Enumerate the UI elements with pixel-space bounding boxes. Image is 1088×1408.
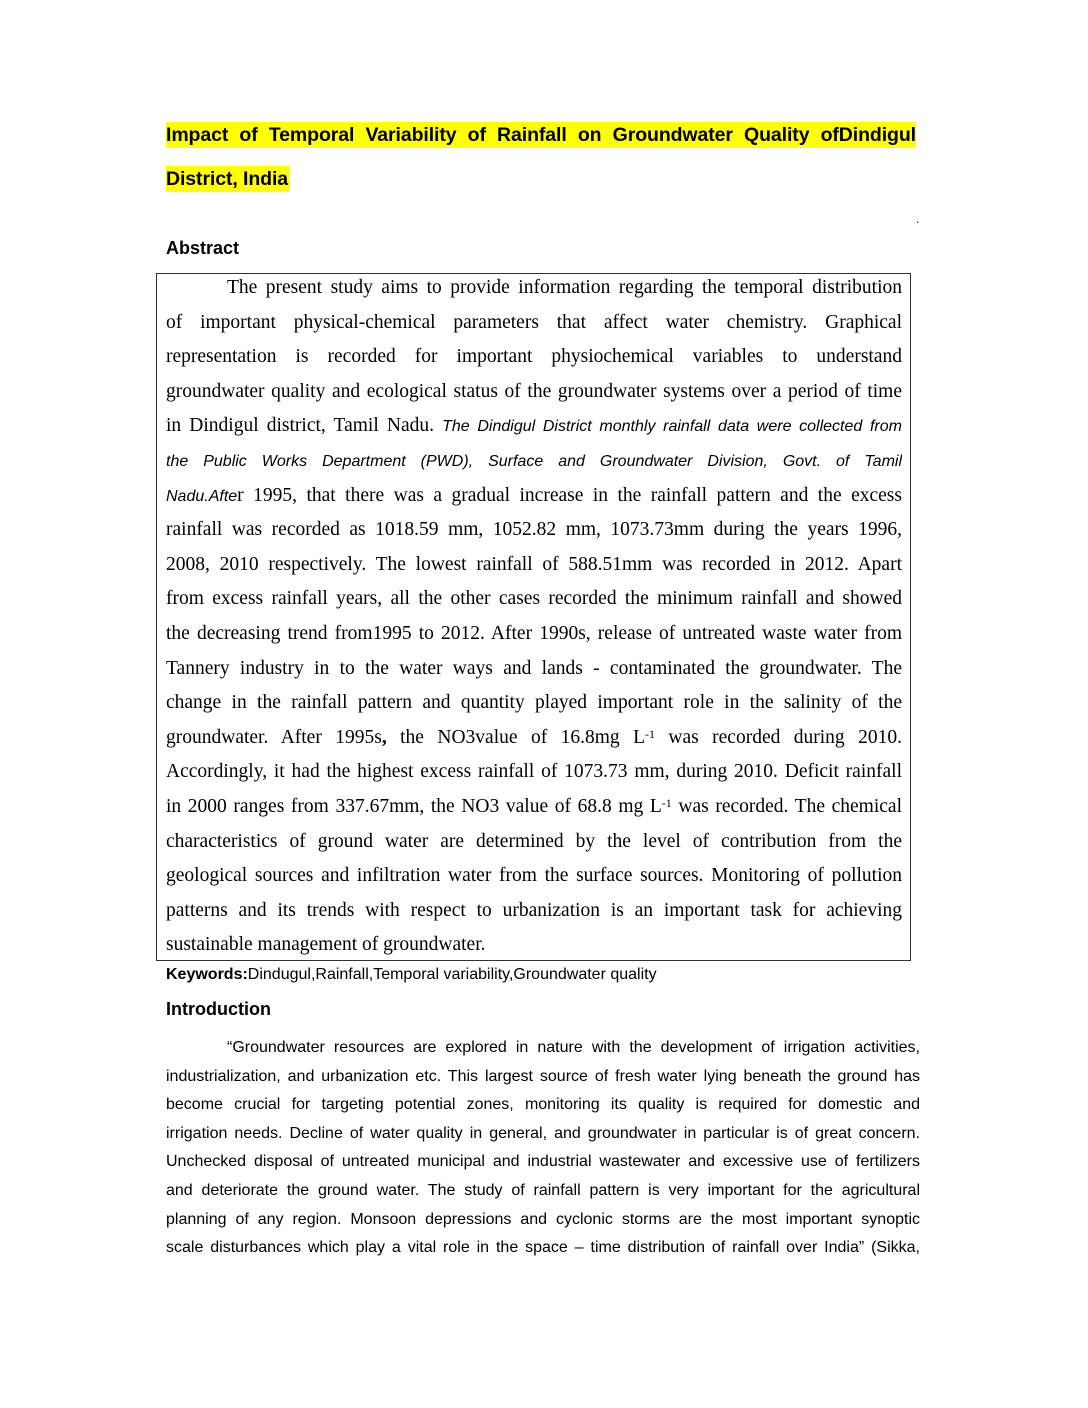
abstract-line — [166, 550, 902, 585]
abstract-text-segment: the Public Works Department (PWD), Surface and Groundwater Division, Govt. of Tamil — [166, 452, 902, 470]
introduction-line: become crucial for targeting potential zones, monitoring its quality is required for domestic and — [166, 1096, 920, 1114]
abstract-line — [166, 896, 902, 931]
superscript: -1 — [661, 795, 672, 810]
abstract-text-segment: rainfall was recorded as 1018.59 mm, 1052.82 mm, 1073.73mm during the years 1996, — [166, 519, 902, 541]
abstract-line — [166, 619, 902, 654]
abstract-text-segment: geological sources and infiltration water from the surface sources. Monitoring of pollution — [166, 865, 902, 887]
introduction-line: planning of any region. Monsoon depressions and cyclonic storms are the most important synoptic — [166, 1210, 920, 1228]
abstract-text-segment: The Dindigul District monthly rainfall data were collected from — [442, 418, 902, 436]
abstract-line — [166, 481, 902, 516]
abstract-text-segment: representation is recorded for important physiochemical variables to understand — [166, 346, 902, 368]
abstract-text-segment: change in the rainfall pattern and quantity played important role in the salinity of the — [166, 692, 902, 714]
introduction-line: Unchecked disposal of untreated municipal and industrial wastewater and excessive use of fertilizers — [166, 1153, 920, 1171]
introduction-line: industrialization, and urbanization etc. This largest source of fresh water lying beneath the ground has — [166, 1067, 920, 1085]
introduction-line: scale disturbances which play a vital role in the space – time distribution of rainfall over India” (Sikka, — [166, 1239, 920, 1257]
stray-mark: . — [916, 212, 920, 226]
abstract-text-segment: patterns and its trends with respect to urbanization is an important task for achieving — [166, 899, 902, 921]
abstract-line — [166, 584, 902, 619]
abstract-text-segment: Accordingly, it had the highest excess rainfall of 1073.73 mm, during 2010. Deficit rainfall — [166, 761, 902, 783]
paper-title-line-2: District, India — [166, 168, 289, 190]
abstract-line — [166, 342, 902, 377]
abstract-line — [166, 861, 902, 896]
abstract-text-segment: was recorded. The chemical — [671, 795, 902, 817]
paper-title-line-1: Impact of Temporal Variability of Rainfall on Groundwater Quality ofDindigul — [166, 124, 916, 146]
abstract-text-segment: characteristics of ground water are determined by the level of contribution from the — [166, 830, 902, 852]
abstract-line — [166, 446, 902, 481]
abstract-line — [166, 930, 902, 965]
introduction-line: “Groundwater resources are explored in nature with the development of irrigation activities, — [227, 1039, 920, 1056]
keywords — [166, 966, 657, 984]
introduction-line: irrigation needs. Decline of water quality in general, and groundwater in particular is of great concern. — [166, 1124, 920, 1142]
keywords-value: Dindugul,Rainfall,Temporal variability,Groundwater quality — [247, 966, 657, 983]
abstract-text-segment: The present study aims to provide information regarding the temporal distribution — [227, 277, 902, 298]
abstract-line — [166, 411, 902, 446]
abstract-line — [166, 827, 902, 862]
abstract-line — [166, 723, 902, 758]
introduction-line: and deteriorate the ground water. The study of rainfall pattern is very important for the agricultural — [166, 1181, 920, 1199]
abstract-text-segment: the NO3value of 16.8mg L — [386, 726, 645, 748]
abstract-text-segment: in 2000 ranges from 337.67mm, the NO3 value of 68.8 mg L — [166, 795, 662, 817]
abstract-text-segment: of important physical-chemical parameters that affect water chemistry. Graphical — [166, 311, 902, 333]
abstract-line — [166, 688, 902, 723]
abstract-heading: Abstract — [166, 238, 240, 258]
superscript: -1 — [644, 726, 655, 741]
abstract-line — [166, 515, 902, 550]
abstract-line — [166, 377, 902, 412]
abstract-text-segment: from excess rainfall years, all the other cases recorded the minimum rainfall and showed — [166, 588, 902, 610]
abstract-text-segment: Tannery industry in to the water ways and lands - contaminated the groundwater. The — [166, 657, 902, 679]
abstract-text-segment: Nadu.Afte — [166, 487, 238, 505]
abstract-text-segment: the decreasing trend from1995 to 2012. After 1990s, release of untreated waste water from — [166, 622, 902, 644]
abstract-line — [166, 273, 902, 308]
abstract-text-segment: sustainable management of groundwater. — [166, 934, 486, 956]
abstract-text-segment: was recorded during 2010. — [654, 726, 902, 748]
abstract-text-segment: groundwater quality and ecological status of the groundwater systems over a period of time — [166, 380, 902, 402]
abstract-line — [166, 757, 902, 792]
abstract-text — [166, 273, 902, 965]
abstract-text-segment: 2008, 2010 respectively. The lowest rainfall of 588.51mm was recorded in 2012. Apart — [166, 553, 902, 575]
abstract-text-segment: , — [381, 726, 387, 748]
abstract-text-segment: in Dindigul district, Tamil Nadu. — [166, 415, 443, 437]
introduction-heading: Introduction — [166, 999, 271, 1019]
keywords-label: Keywords: — [166, 966, 248, 983]
abstract-line — [166, 792, 902, 827]
abstract-line — [166, 654, 902, 689]
introduction-text — [166, 1036, 920, 1265]
abstract-line — [166, 308, 902, 343]
abstract-text-segment: groundwater. After 1995s — [166, 726, 382, 748]
abstract-text-segment: r 1995, that there was a gradual increase in the rainfall pattern and the excess — [237, 484, 902, 506]
